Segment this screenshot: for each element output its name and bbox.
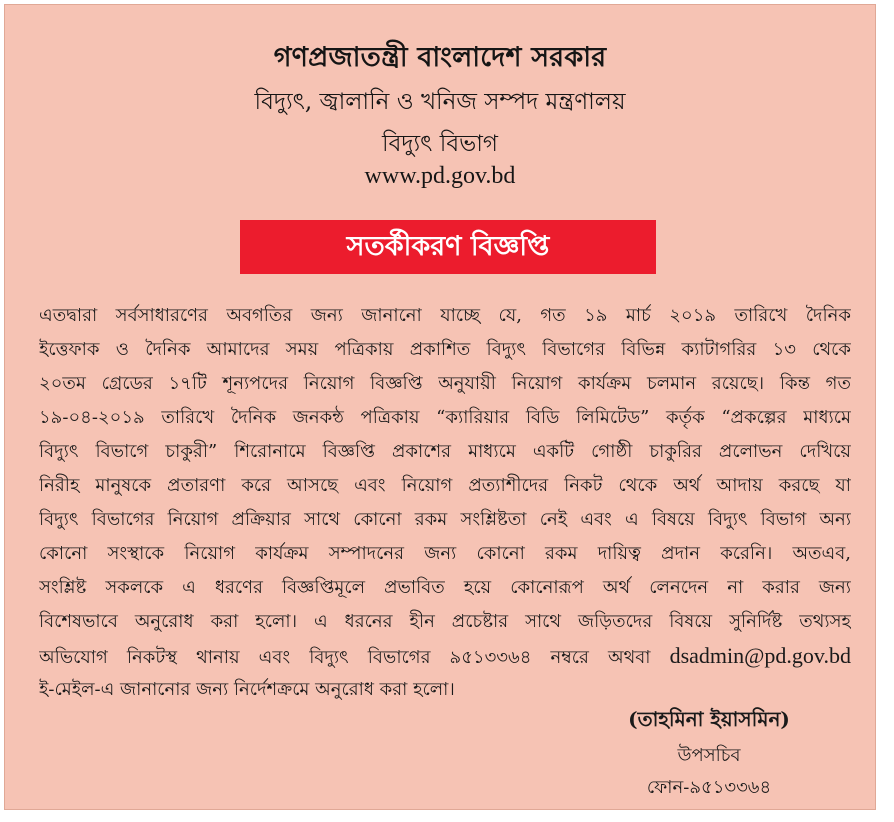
body-line-with-email xyxy=(39,639,851,673)
body-line: ইত্তেফাক ও দৈনিক আমাদের সময় পত্রিকায় প্রকাশিত বিদ্যুৎ বিভাগের বিভিন্ন ক্যাটাগরির ১৩ থেকে xyxy=(39,339,851,360)
signatory-name: (তাহমিনা ইয়াসমিন) xyxy=(628,707,790,731)
warning-notice xyxy=(4,4,876,810)
government-title: গণপ্রজাতন্ত্রী বাংলাদেশ সরকার xyxy=(273,42,607,73)
body-line: এতদ্বারা সর্বসাধারণের অবগতির জন্য জানানো যাচ্ছে যে, গত ১৯ মার্চ ২০১৯ তারিখে দৈনিক xyxy=(39,305,851,326)
contact-email: dsadmin@pd.gov.bd xyxy=(669,643,851,668)
signatory-designation: উপসচিব xyxy=(677,745,741,766)
body-line: বিশেষভাবে অনুরোধ করা হলো। এ ধরনের হীন প্রচেষ্টার সাথে জড়িতদের বিষয়ে সুনির্দিষ্ট তথ্যসহ xyxy=(39,611,851,632)
notice-body xyxy=(39,299,851,707)
body-line: নিরীহ মানুষকে প্রতারণা করে আসছে এবং নিয়োগ প্রত্যাশীদের নিকট থেকে অর্থ আদায় করছে যা xyxy=(39,475,851,496)
notice-title-banner: সতর্কীকরণ বিজ্ঞপ্তি xyxy=(240,220,656,274)
division-name: বিদ্যুৎ বিভাগ xyxy=(382,131,498,157)
body-line: ১৯-০৪-২০১৯ তারিখে দৈনিক জনকন্ঠ পত্রিকায় “ক্যারিয়ার বিডি লিমিটেড” কর্তৃক “প্রকল্পের মাধ্যমে xyxy=(39,407,851,428)
body-line: ২০তম গ্রেডের ১৭টি শূন্যপদের নিয়োগ বিজ্ঞপ্তি অনুযায়ী নিয়োগ কার্যক্রম চলমান রয়েছে। কিন্ত গত xyxy=(39,373,851,394)
body-line-text: অভিযোগ নিকটস্থ থানায় এবং বিদ্যুৎ বিভাগের ৯৫১৩৩৬৪ নম্বরে অথবা xyxy=(39,647,651,668)
website-url: www.pd.gov.bd xyxy=(364,163,516,189)
body-line: বিদ্যুৎ বিভাগে চাকুরী” শিরোনামে বিজ্ঞপ্তি প্রকাশের মাধ্যমে একটি গোষ্ঠী চাকুরির প্রলোভন দেখিয়ে xyxy=(39,441,851,462)
ministry-name: বিদ্যুৎ, জ্বালানি ও খনিজ সম্পদ মন্ত্রণালয় xyxy=(254,89,626,115)
body-line: সংশ্লিষ্ট সকলকে এ ধরণের বিজ্ঞপ্তিমূলে প্রভাবিত হয়ে কোনোরূপ অর্থ লেনদেন না করার জন্য xyxy=(39,577,851,598)
body-line: কোনো সংস্থাকে নিয়োগ কার্যক্রম সম্পাদনের জন্য কোনো রকম দায়িত্ব প্রদান করেনি। অতএব, xyxy=(39,543,851,564)
signatory-phone: ফোন-৯৫১৩৩৬৪ xyxy=(646,777,772,798)
body-line: বিদ্যুৎ বিভাগের নিয়োগ প্রক্রিয়ার সাথে কোনো রকম সংশ্লিষ্টতা নেই এবং এ বিষয়ে বিদ্যুৎ বিভাগ অন্য xyxy=(39,509,851,530)
body-line: ই-মেইল-এ জানানোর জন্য নির্দেশক্রমে অনুরোধ করা হলো। xyxy=(39,679,455,700)
